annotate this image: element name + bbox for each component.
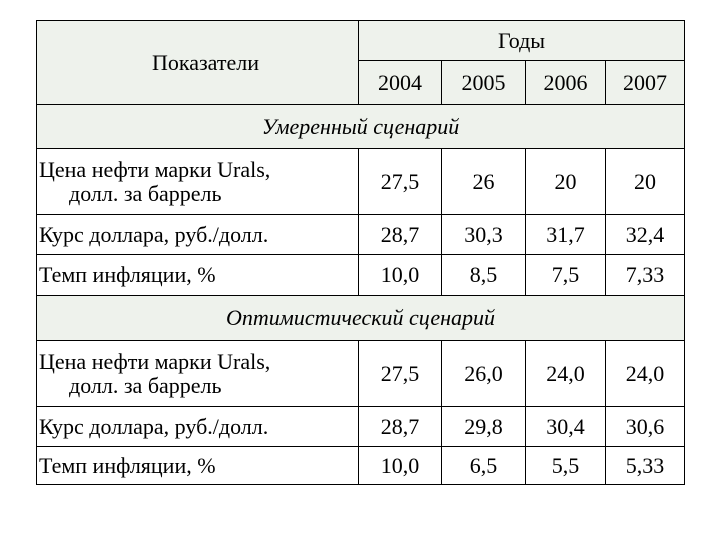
year-2004-header: 2004 [359,61,442,105]
forecast-table [36,20,685,485]
row-label-inflation: Темп инфляции, % [37,447,359,485]
table-cell: 20 [526,149,606,215]
table-row [37,215,685,255]
table-cell: 29,8 [442,407,526,447]
table-cell: 31,7 [526,215,606,255]
row-label-exchange-rate: Курс доллара, руб./долл. [37,407,359,447]
row-label-oil-price [37,341,359,407]
table-cell: 30,4 [526,407,606,447]
year-2006-header: 2006 [526,61,606,105]
row-label-line-2: долл. за баррель [69,372,222,398]
table-cell: 28,7 [359,407,442,447]
table-cell: 8,5 [442,255,526,296]
table-cell: 27,5 [359,341,442,407]
table-row [37,447,685,485]
table-cell: 7,33 [606,255,685,296]
row-label-inflation: Темп инфляции, % [37,255,359,296]
row-label-exchange-rate: Курс доллара, руб./долл. [37,215,359,255]
scenario-title-optimistic: Оптимистический сценарий [37,296,685,341]
table-cell: 10,0 [359,447,442,485]
year-2007-header: 2007 [606,61,685,105]
table-cell: 26,0 [442,341,526,407]
table-cell: 10,0 [359,255,442,296]
row-label-line: Цена нефти марки Urals, [39,156,271,182]
year-2005-header: 2005 [442,61,526,105]
table-cell: 24,0 [526,341,606,407]
table-cell: 28,7 [359,215,442,255]
table-row [37,255,685,296]
table-cell: 26 [442,149,526,215]
table-row [37,407,685,447]
table-cell: 30,3 [442,215,526,255]
row-label-oil-price [37,149,359,215]
scenario-title-moderate: Умеренный сценарий [37,105,685,149]
table-cell: 5,33 [606,447,685,485]
table-cell: 27,5 [359,149,442,215]
table-row [37,341,685,407]
row-label-line-2: долл. за баррель [69,180,222,206]
indicators-header: Показатели [37,21,359,105]
years-header: Годы [359,21,685,61]
row-label-line: Цена нефти марки Urals, [39,348,271,374]
table-cell: 32,4 [606,215,685,255]
table-cell: 20 [606,149,685,215]
table-cell: 30,6 [606,407,685,447]
table-cell: 6,5 [442,447,526,485]
table-row [37,149,685,215]
table-cell: 24,0 [606,341,685,407]
table-cell: 7,5 [526,255,606,296]
table-cell: 5,5 [526,447,606,485]
